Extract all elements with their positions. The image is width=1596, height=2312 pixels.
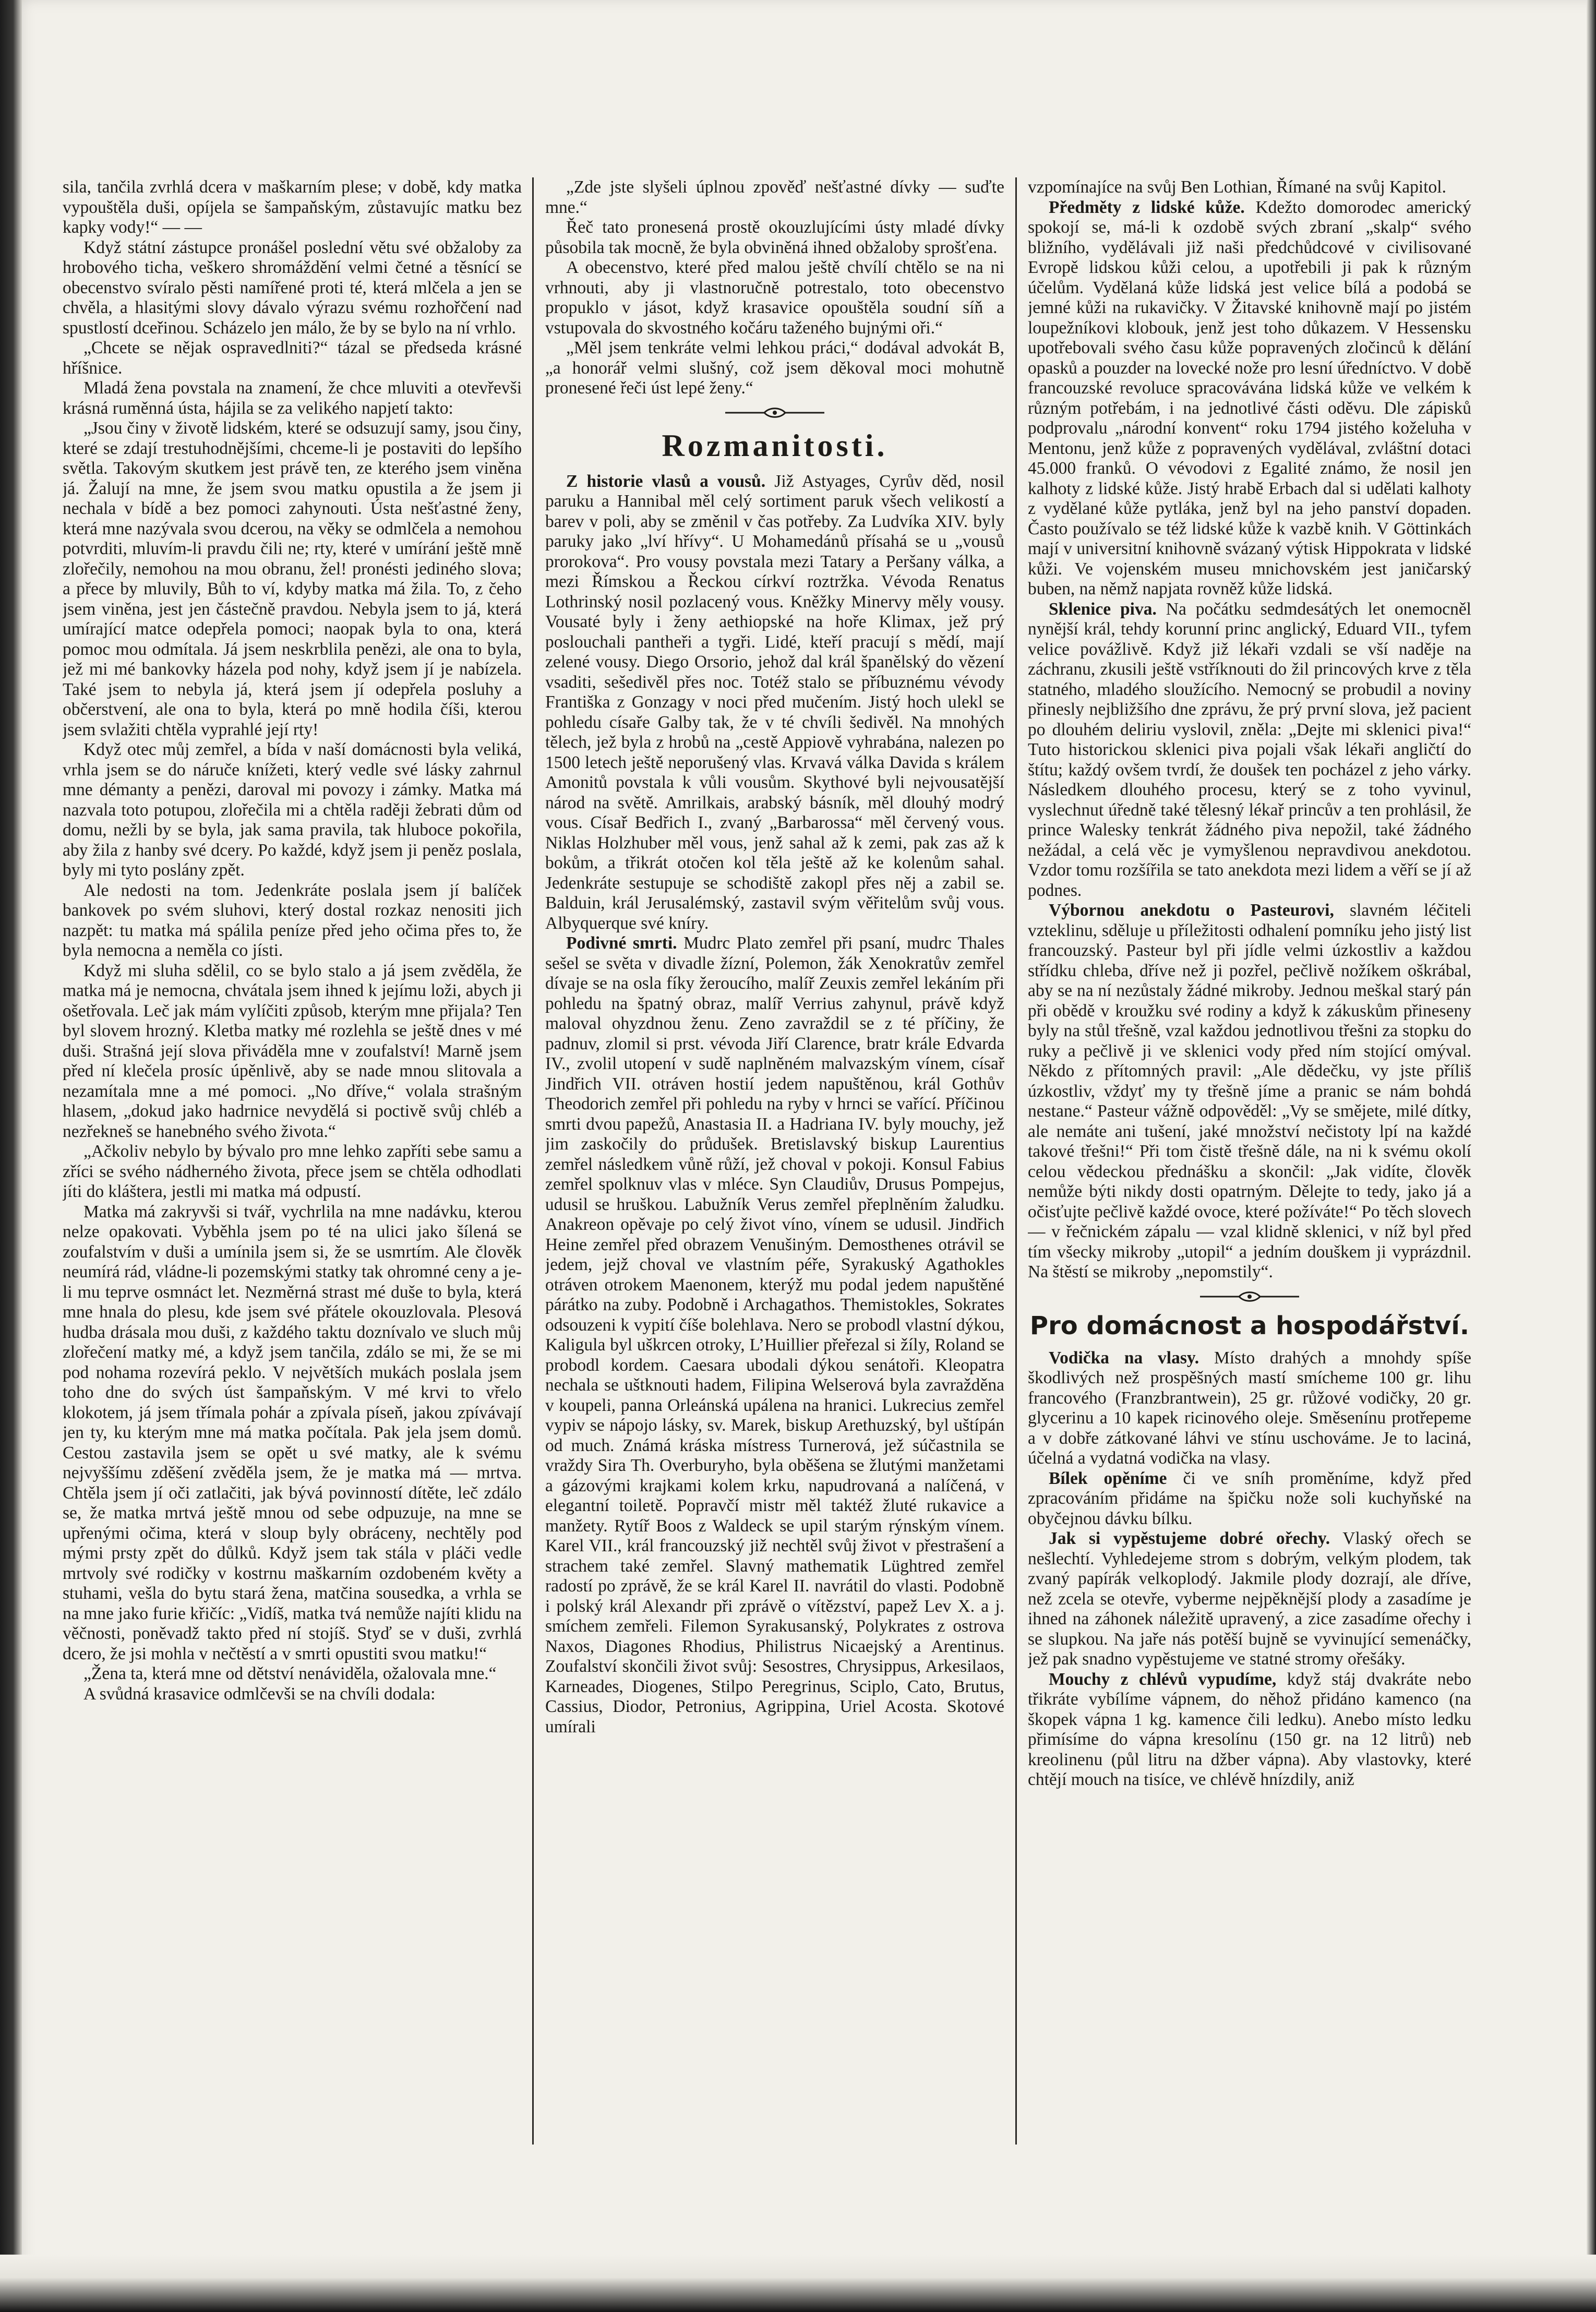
item-text: slavném léčiteli vzteklinu, sděluje u příležitosti odhalení pomníku jeho jistý list francouzský. Pasteur byl při jídle velmi úzkostliv a každou střídku chleba, dříve než ji pozřel, pečlivě nožíkem oškrábal, aby se na ní nezůstaly žádné mikroby. Jednou meškal starý pán při obědě v kroužku své rodiny a když k zákuskům přineseny byly na stůl třešně, vzal každou jednotlivou třešni za stopku do ruky a pečlivě ji ve sklenici vody před ním stojící omýval. Někdo z přítomných pravil: „Ale dědečku, vy jste příliš úzkostliv, vždyť my ty třešně jíme a pranic se nám bohdá nestane.“ Pasteur vážně odpověděl: „Vy se smějete, milé dítky, ale nemáte ani tušení, jaké množství nečistoty lpí na každé takové třešni!“ Při tom čistě třešně dále, na ni k svému okolí celou vědeckou přednášku a skončil: „Jak vidíte, člověk nemůže býti nikdy dosti opatrným. Dělejte to tedy, jako já a očisťujte pečlivě každé ovoce, které požíváte!“ Po těch slovech — v řečnickém zápalu — vzal klidně sklenici, v níž byl před tím všecky mikroby „utopil“ a jedním douškem ji vyprázdnil. Na štěstí se mikroby „nepomstily“.: [1028, 901, 1471, 1281]
paragraph: Když státní zástupce pronášel poslední větu své obžaloby za hrobového ticha, veškero shromáždění velmi četné a těsnící se obecenstvo svíralo pěsti namířené proti té, která mlčela a jen se chvěla, a hlasitými slovy dávalo výrazu svému rozhořčení nad spustlostí dceřinou. Scházelo jen málo, že by se bylo na ní vrhlo.: [63, 237, 522, 338]
item-heading: Vodička na vlasy.: [1049, 1348, 1199, 1368]
paragraph: „Žena ta, která mne od dětství nenáviděla, ožalovala mne.“: [83, 1664, 497, 1683]
column-right: [1028, 177, 1471, 2160]
column-middle: [545, 177, 1004, 2160]
paragraph: „Zde jste slyšeli úplnou zpověď nešťastné dívky — suďte mne.“: [545, 177, 1004, 217]
paragraph: A svůdná krasavice odmlčevši se na chvíli dodala:: [83, 1684, 436, 1704]
page-right-edge: [1587, 0, 1596, 2312]
item-text: když stáj dvakráte nebo třikráte vybílíme vápnem, do něhož přidáno kamenco (na škopek vápna 1 kg. kamence čili ledku). Anebo místo ledku přimísíme do vápna kresolínu (150 gr. na 12 litrů) neb kreolinenu (půl litru na džber vápna). Aby vlastovky, které chtějí mouch na tisíce, ve chlévě hnízdily, aniž: [1028, 1669, 1471, 1789]
paragraph: „Chcete se nějak ospravedlniti?“ tázal se předseda krásné hříšnice.: [63, 338, 522, 378]
paragraph: Matka má zakryvši si tvář, vychrlila na mne nadávku, kterou nelze opakovati. Vyběhla jsem po té na ulici jako šílená se zoufalstvím v duši a umínila jsem si, že se usmrtím. Ale člověk neumírá rád, vládne-li pozemskými statky tak ohromné ceny a je-li mu teprve osmnáct let. Nezměrná strast mé duše to byla, která mne hnala do plesu, kde jsem své přátele okouzlovala. Plesová hudba drásala mou duši, z každého taktu doznívalo ve sluch můj zlořečení matky mé, a když jsem tančila, zdálo se mi, že se mi pod nohama rozevírá peklo. V největších mukách poslala jsem toho dne do svých úst šampaňským. V mé krvi to vřelo klokotem, já jsem třímala pohár a zpívala píseň, jakou zpívávají jen ty, ku kterým mne má matka počítala. Pak jela jsem domů. Cestou zastavila jsem se opět u své matky, ale k svému nejvyššímu zděšení zvěděla jsem, že je matka má — mrtva. Chtěla jsem jí oči zatlačiti, jak bývá povinností dítěte, leč zdálo se, že matka mrtvá ještě mnou od sebe odpuzuje, na mne se upřenými očima, která v sloup byly obráceny, nechtěly pod mými prsty zpět do důlků. Když jsem tak stála v pláči vedle mrtvoly své rodičky v kostrnu maškarním ozdobeném květy a stuhami, vešla do bytu stará žena, matčina sousedka, a vrhla se na mne jako furie křičíc: „Vidíš, matka tvá nemůže najíti klidu na věčnosti, poněvadž takto před ní stojíš. Styď se v duši, zvrhlá dcero, že jsi mohla v nečtěstí a v smrti opustiti svou matku!“: [63, 1202, 522, 1663]
paragraph: Když mi sluha sdělil, co se bylo stalo a já jsem zvěděla, že matka má je nemocna, chvátala jsem ihned k jejímu loži, abych ji ošetřovala. Leč jak mám vylíčiti způsob, kterým mne přijala? Ten byl slovem hrozný. Kletba matky mé rozlehla se ještě dnes v mé duši. Strašná její slova přiváděla mne v zoufalství! Marně jsem před ní klečela prosíc úpěnlivě, aby se nade mnou slitovala a nezamítala mne a mé pomoci. „No dříve,“ volala strašným hlasem, „dokud jako hadrnice nevydělá si poctivě svůj chléb a nezřekneš se hanebného svého života.“: [63, 961, 522, 1141]
ornament-divider: [1028, 1291, 1471, 1302]
paragraph: A obecenstvo, které před malou ještě chvílí chtělo se na ni vrhnouti, aby ji vlastnoručně potrestalo, toto obecenstvo propuklo v jásot, když krasavice opouštěla soudní síň a vstupovala do skvostného kočáru taženého bujnými oři.“: [545, 258, 1004, 338]
ornament-icon: [1197, 1291, 1302, 1302]
paragraph: vzpomínajíce na svůj Ben Lothian, Římané na svůj Kapitol.: [1028, 177, 1446, 197]
column-left: [63, 177, 522, 2160]
item-heading: Výbornou anekdotu o Pasteurovi,: [1049, 901, 1334, 920]
item-heading: Předměty z lidské kůže.: [1049, 197, 1245, 217]
item-heading: Jak si vypěstujeme dobré ořechy.: [1049, 1529, 1330, 1548]
item-text: či ve sníh proměníme, když před zpracováním přidáme na špičku nože soli kuchyňské na obyčejnou dávku bílku.: [1028, 1468, 1471, 1528]
item-heading: Bílek opěníme: [1049, 1468, 1167, 1488]
item-text: Místo drahých a mnohdy spíše škodlivých než prospěšných mastí smícheme 100 gr. lihu francového (Franzbrantwein), 25 gr. růžové vodičky, 20 gr. glycerinu a 10 kapek ricinového oleje. Směsenínu protřepeme a v dobře zátkované láhvi ve stínu uschováme. Je to laciná, účelná a vydatná vodička na vlasy.: [1028, 1348, 1471, 1468]
paragraph: „Ačkoliv nebylo by bývalo pro mne lehko zapříti sebe samu a zříci se svého nádherného života, přece jsem se chtěla odhodlati jíti do kláštera, jestli mi matka má odpustí.: [63, 1142, 522, 1201]
paragraph: „Měl jsem tenkráte velmi lehkou práci,“ dodával advokát B, „a honorář velmi slušný, což jsem děkoval moci mohutně pronesené řeči úst lepé ženy.“: [545, 338, 1004, 398]
column-divider-left: [532, 177, 534, 2145]
item-heading: Z historie vlasů a vousů.: [566, 471, 766, 491]
item-text: Kdežto domorodec americký spokojí se, má-li k ozdobě svých zbraní „skalp“ svého bližního, vydělávali již naši předchůdcové v civilisované Evropě lidskou kůži celou, a upotřebili ji pak k různým účelům. Vydělaná kůže lidská jest velice bílá a podobá se jemné kůži na rukavičky. V Žitavské knihovně mají po jistém loupežníkovi klobouk, jenž jest toho důkazem. V Hessensku upotřebovali svého času kůže popravených zločinců k dělání opasků a pouzder na lovecké nože pro lesní úředníctvo. V době francouzské revoluce spracovávána lidská kůže ve velkém k různým potřebám, i na jednotlivé části oděvu. Dle zápisků podprovalu „národní konvent“ roku 1794 jistého koželuha v Mentonu, jenž kůže z popravených vydělával, zvláštní dotaci 45.000 franků. O vévodovi z Egalité známo, že nosil jen kalhoty z lidské kůže. Jistý hrabě Erbach dal si udělati kalhoty z vydělané kůže pytláka, jenž byl na jeho panství dopaden. Často používalo se též lidské kůže k vazbě knih. V Göttinkách mají v universitní knihovně svázaný výtisk Hippokrata v lidské kůži. Ve vojenském museu mnichovském jest janičarský buben, na němž napjata rovněž kůže lidská.: [1028, 197, 1471, 598]
binding-edge: [0, 0, 22, 2312]
item-text: Na počátku sedmdesátých let onemocněl nynější král, tehdy korunní princ anglický, Eduard VII., tyfem velice povážlivě. Když již lékaři vzdali se vší naděje na záchranu, zkusili ještě vstříknouti do žil princových krve z těla statného, mladého sloužícího. Nemocný se probudil a noviny přinesly nejbližšího dne zprávu, že prý první slova, jež pacient po dlouhém deliriu vyslovil, zněla: „Dejte mi sklenici piva!“ Tuto historickou sklenici piva pojali však lékaři angličtí do štítu; každý ovšem tvrdí, že doušek ten pocházel z jeho várky. Následkem dlouhého procesu, který se z toho vyvinul, vyslechnut úředně také tělesný lékař princův a ten prohlásil, že prince Walesky tenkrát žádného piva nepožil, také žádného nežádal, a celá věc je vymyšlenou nepravdivou anekdotou. Vzdor tomu rozšířila se tato anekdota mezi lidem a věří se jí až podnes.: [1028, 599, 1471, 900]
paragraph: „Jsou činy v životě lidském, které se odsuzují samy, jsou činy, které se zdají trestuhodnějšími, chceme-li je postaviti do lepšího světla. Takovým skutkem jest právě ten, ze kterého jsem viněna já. Žalují na mne, že jsem svou matku opustila a že jsem ji nechala v bídě a bez pomoci zahynouti. Ústa nešťastné ženy, která mne nazývala svou dcerou, na věky se odmlčela a nemohou potvrditi, mluvím-li pravdu čili ne; rty, které v umírání ještě mně zlořečily, nemohou na mou obranu, žel! pronésti jediného slova; a přece by mluvily, Bůh to ví, kdyby matka má žila. To, z čeho jsem viněna, jest jen částečně pravdou. Nebyla jsem to já, která umírající matce odepřela pomoci; naopak byla to ona, která pomoc mou odmítala. Já jsem neskrblila penězi, ale ona to byla, jež mi mé bankovky házela pod nohy, když jsem jí je nabízela. Také jsem to nebyla já, která jsem jí odepřela posluhy a občerstvení, ale ona to byla, která po mně hodila číši, kterou jsem svlažiti chtěla vyprahlé její rty!: [63, 418, 522, 739]
item-heading: Mouchy z chlévů vypudíme,: [1049, 1669, 1277, 1689]
item-heading: Podivné smrti.: [566, 933, 677, 953]
section-title-domacnost: Pro domácnost a hospodářství.: [1029, 1311, 1470, 1340]
item-heading: Sklenice piva.: [1049, 599, 1157, 619]
paragraph: Řeč tato pronesená prostě okouzlujícími ústy mladé dívky působila tak mocně, že byla obviněná ihned obžaloby sprošťena.: [545, 218, 1004, 257]
paragraph: Když otec můj zemřel, a bída v naší domácnosti byla veliká, vrhla jsem se do náruče knížeti, který vedle své lásky zahrnul mne démanty a penězi, daroval mi povozy i zámky. Matka má nazvala toto potupou, zlořečila mi a chtěla raději žebrati dům od domu, nežli by se byla, jak sama pravila, tak hluboce pokořila, aby žila z hanby své dcery. Po každé, když jsem ji peněz poslala, byly mi tyto poslány zpět.: [63, 740, 522, 880]
item-text: Již Astyages, Cyrův děd, nosil paruku a Hannibal měl celý sortiment paruk všech velikostí a barev v poli, aby se změnil v čas potřeby. Za Ludvíka XIV. byly paruky jako „lví hřívy“. U Mohamedánů přísahá se u „vousů prorokova“. Pro vousy povstala mezi Tatary a Peršany válka, a mezi Římskou a Řeckou církví roztržka. Vévoda Renatus Lothrinský nosil pozlacený vous. Kněžky Minervy měly vousy. Vousaté byly i ženy aethiopské na hoře Klimax, jež prý poslouchali pantheři a tygři. Lidé, kteří pracují s mědí, mají zelené vousy. Diego Orsorio, jehož dal král španělský do vězení vsaditi, sešedivěl přes noc. Totéž stalo se příbuznému vévody Františka z Gonzagy v noci před mučením. Jistý hoch ulekl se pohledu císaře Galby tak, že v té chvíli šedivěl. Na mnohých tělech, jež byla z hrobů na „cestě Appiově vyhrabána, nalezen po 1500 letech ještě neporušený vlas. Krvavá válka Davida s králem Amonitů povstala k vůli vousům. Skythové byli nejvousatější národ na světě. Amrilkais, arabský básník, měl dlouhý modrý vous. Císař Bedřich I., zvaný „Barbarossa“ měl červený vous. Niklas Holzhuber měl vous, jenž sahal až k zemi, pak zas až k bokům, a třikrát otočen kol těla ještě až ke kolenům sahal. Jedenkráte sestupuje se schodiště zakopl přes něj a zabil se. Balduin, král Jerusalémský, zastavil svým věřitelům svůj vous. Albyquerque své kníry.: [545, 471, 1004, 933]
section-title-rozmanitosti: Rozmanitosti.: [662, 428, 888, 463]
column-divider-right: [1015, 177, 1017, 2145]
item-text: Vlaský ořech se nešlechtí. Vyhledejeme strom s dobrým, velkým plodem, tak zvaný papírák velkoplodý. Jakmile plody dozrají, ale dříve, než zcela se otevře, vyberme nejpěknější plody a zasadíme je ihned na záhonek náležitě upravený, a zice zasadíme ořechy i se slupkou. Na jaře nás potěší bujně se vyvinující semenáčky, jež pak snadno vypěstujeme ve statné stromy ořešáky.: [1028, 1529, 1471, 1669]
paragraph: sila, tančila zvrhlá dcera v maškarním plese; v době, kdy matka vypouštěla duši, opíjela se šampaňským, zůstavujíc matku bez kapky vody!“ — —: [63, 177, 522, 237]
scan-bottom-edge: [0, 2255, 1596, 2312]
paragraph: Ale nedosti na tom. Jedenkráte poslala jsem jí balíček bankovek po svém sluhovi, který dostal rozkaz nenositi jich nazpět: tu matka má spálila peníze před jeho očima přes to, že byla nemocna a neměla co jísti.: [63, 880, 522, 960]
ornament-divider: [545, 407, 1004, 418]
paragraph: Mladá žena povstala na znamení, že chce mluviti a otevřevši krásná ruměnná ústa, hájila se za velikého napjetí takto:: [63, 378, 522, 418]
item-text: Mudrc Plato zemřel při psaní, mudrc Thales sešel se světa v divadle žízní, Polemon, žák Xenokratův zemřel dívaje se na osla fíky žeroucího, malíř Zeuxis zemřel lekáním při pohledu na špatný obraz, malíř Verrius zahynul, právě když maloval ohyzdnou ženu. Zeno zavraždil se z té příčiny, že padnuv, zlomil si prst. vévoda Jiří Clarence, bratr krále Edvarda IV., zvolil utopení v sudě naplněném malvazským vínem, císař Jindřich VII. otráven hostií jedem napuštěnou, král Gothův Theodorich zemřel při pohledu na ryby v hrnci se vařící. Příčinou smrti dvou papežů, Anastasia II. a Hadriana IV. byly mouchy, jež jim zaskočily do průdušek. Bretislavský biskup Laurentius zemřel následkem vůně růží, jež choval v pokoji. Konsul Fabius zemřel spolknuv vlas v mléce. Syn Claudiův, Drusus Pompejus, udusil se hruškou. Labužník Verus zemřel přeplněním žaludku. Anakreon opěvaje po celý život víno, vínem se udusil. Jindřich Heine zemřel před obrazem Venušiným. Demosthenes otrávil se jedem, jejž choval ve vlastním péře, Syrakuský Agathokles otráven otrokem Maenonem, kterýž mu podal jedem napuštěné párátko na zuby. Podobně i Archagathos. Themistokles, Sokrates odsouzeni k vypití číše bolehlava. Nero se probodl vlastní dýkou, Kaligula byl uškrcen otroky, L’Huillier přeřezal si žíly, Roland se probodl kordem. Caesara ubodali dýkou senátoři. Kleopatra nechala se uštknouti hadem, Filipina Welserová byla zavražděna v koupeli, panna Orleánská upálena na hranici. Lukrecius zemřel vypiv se nápojo lásky, sv. Marek, biskup Arethuzský, byl uštípán od much. Známá kráska místress Turnerová, jež súčastnila se vraždy Sira Th. Overburyho, byla oběšena se žlutými manžetami a gázovými krajkami kolem krku, napudrovaná a nalíčená, v elegantní toiletě. Popravčí mistr měl taktéž žluté rukavice a manžety. Rytíř Boos z Waldeck se upil starým rýnským vínem. Karel VII., král francouzský již nechtěl svůj život v přestrašení a strachem také zemřel. Slavný mathematik Lüghtred zemřel radostí po zprávě, že se král Karel II. navrátil do vlasti. Podobně i polský král Alexandr při zprávě o vítězství, papež Lev X. a j. smíchem zemřeli. Filemon Syrakusanský, Polykrates z ostrova Naxos, Diagones Rhodius, Philistrus Nicaejský a Arentinus. Zoufalství skončili život svůj: Sesostres, Chrysippus, Arkesilaos, Karneades, Diogenes, Stilpo Peregrinus, Sciplo, Cato, Brutus, Cassius, Diodor, Petronius, Agrippina, Uriel Acosta. Skotové umírali: [545, 933, 1004, 1736]
ornament-icon: [723, 407, 827, 418]
